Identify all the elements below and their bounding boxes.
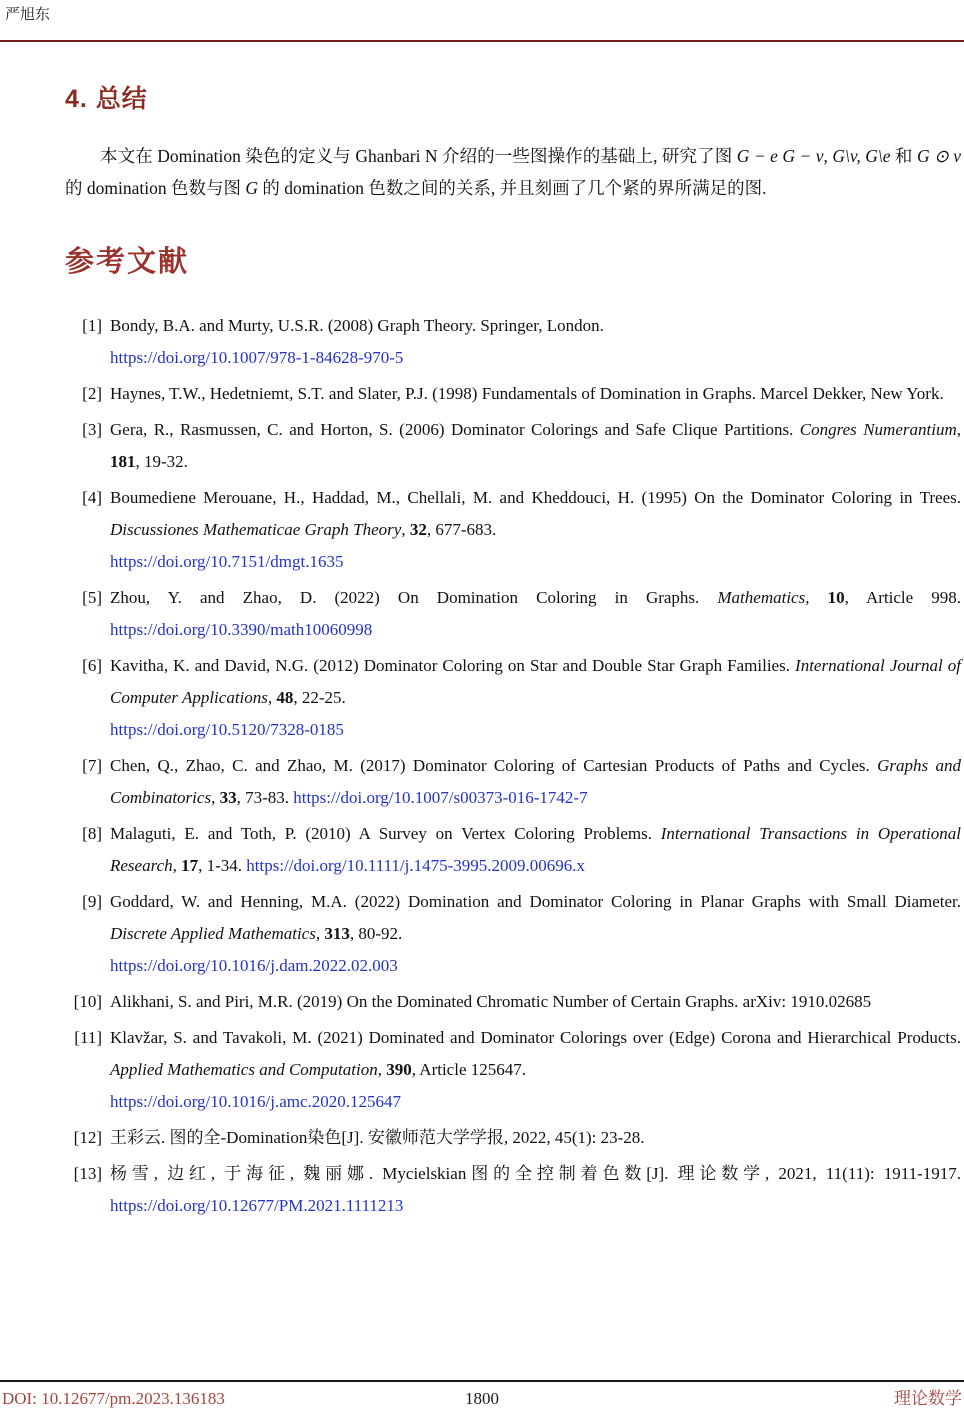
reference-item <box>65 1122 961 1154</box>
text-run: Boumediene Merouane, H., Haddad, M., Chellali, M. and Kheddouci, H. (1995) On the Dominator Coloring in Trees. <box>110 488 961 507</box>
reference-content <box>110 482 961 578</box>
text-run: 杨雪, 边红, 于海征, 魏丽娜. Mycielskian图的全控制着色数[J]. 理论数学, 2021, 11(11): 1911-1917. <box>110 1164 961 1183</box>
volume-number: 17 <box>181 856 199 875</box>
reference-item <box>65 378 961 410</box>
page-footer <box>0 1380 964 1414</box>
journal-name: Mathematics <box>717 588 806 607</box>
doi-link[interactable]: https://doi.org/10.12677/PM.2021.1111213 <box>110 1196 404 1215</box>
text-run: , <box>172 856 182 875</box>
journal-name: International Journal of Computer Applications <box>110 656 961 707</box>
doi-link[interactable]: https://doi.org/10.5120/7328-0185 <box>110 720 344 739</box>
journal-name: Congres Numerantium <box>799 420 957 439</box>
reference-label: [8] <box>82 824 102 843</box>
reference-item <box>65 818 961 882</box>
text-run: , <box>211 788 220 807</box>
reference-content <box>110 886 961 982</box>
text-run: , Article 125647. <box>411 1060 526 1079</box>
running-head-author: 严旭东 <box>5 7 51 23</box>
text-run: , <box>401 520 410 539</box>
volume-number: 10 <box>827 588 845 607</box>
reference-content <box>110 818 961 882</box>
text-run: , 19-32. <box>135 452 188 471</box>
summary-paragraph <box>65 140 961 204</box>
reference-content <box>110 1158 961 1222</box>
reference-content <box>110 414 961 478</box>
reference-item <box>65 1022 961 1118</box>
reference-item <box>65 650 961 746</box>
text-run: Chen, Q., Zhao, C. and Zhao, M. (2017) Dominator Coloring of Cartesian Products of Paths and Cycles. <box>110 756 878 775</box>
reference-label: [10] <box>73 992 102 1011</box>
reference-item <box>65 482 961 578</box>
text-run: Alikhani, S. and Piri, M.R. (2019) On the Dominated Chromatic Number of Certain Graphs. arXiv: 1910.02685 <box>110 992 872 1011</box>
math-expression: G − e <box>736 146 778 166</box>
volume-number: 32 <box>409 520 427 539</box>
text-run: Zhou, Y. and Zhao, D. (2022) On Domination Coloring in Graphs. <box>110 588 718 607</box>
reference-label: [3] <box>82 420 102 439</box>
volume-number: 48 <box>276 688 294 707</box>
reference-content <box>110 378 961 410</box>
reference-item <box>65 310 961 374</box>
text-run: Malaguti, E. and Toth, P. (2010) A Survey on Vertex Coloring Problems. <box>110 824 661 843</box>
text-run: , 80-92. <box>349 924 403 943</box>
volume-number: 181 <box>110 452 136 471</box>
text-run: Gera, R., Rasmussen, C. and Horton, S. (2006) Dominator Colorings and Safe Clique Partitions. <box>110 420 800 439</box>
reference-content <box>110 650 961 746</box>
text-run: Bondy, B.A. and Murty, U.S.R. (2008) Graph Theory. Springer, London. <box>110 316 604 335</box>
text-run: , <box>267 688 277 707</box>
text-run: 本文在 Domination 染色的定义与 Ghanbari N 介绍的一些图操作的基础上, 研究了图 <box>100 146 737 166</box>
reference-label: [5] <box>82 588 102 607</box>
volume-number: 313 <box>324 924 350 943</box>
doi-link[interactable]: https://doi.org/10.1016/j.dam.2022.02.003 <box>110 956 398 975</box>
text-run: Kavitha, K. and David, N.G. (2012) Dominator Coloring on Star and Double Star Graph Families. <box>110 656 796 675</box>
doi-link[interactable]: https://doi.org/10.1016/j.amc.2020.125647 <box>110 1092 402 1111</box>
reference-item <box>65 582 961 646</box>
math-expression: G <box>245 178 258 198</box>
footer-doi: DOI: 10.12677/pm.2023.136183 <box>2 1389 225 1408</box>
reference-content <box>110 1122 961 1154</box>
math-expression: G ⊙ v <box>917 146 962 166</box>
reference-item <box>65 986 961 1018</box>
journal-name: International Transactions in Operational Research <box>110 824 961 875</box>
text-run: , 73-83. <box>236 788 294 807</box>
journal-name: Graphs and Combinatorics <box>110 756 961 807</box>
text-run: 王彩云. 图的全-Domination染色[J]. 安徽师范大学学报, 2022, 45(1): 23-28. <box>110 1128 645 1147</box>
header-rule <box>0 40 964 42</box>
text-run: 的 domination 色数与图 <box>65 178 246 198</box>
text-run: , <box>823 146 833 166</box>
journal-name: Discussiones Mathematicae Graph Theory <box>110 520 402 539</box>
text-run: Goddard, W. and Henning, M.A. (2022) Domination and Dominator Coloring in Planar Graphs with Small Diameter. <box>110 892 961 911</box>
reference-label: [1] <box>82 316 102 335</box>
text-run: , <box>315 924 325 943</box>
doi-link[interactable]: https://doi.org/10.7151/dmgt.1635 <box>110 552 344 571</box>
reference-item <box>65 1158 961 1222</box>
text-run: 和 <box>890 146 917 166</box>
reference-label: [4] <box>82 488 102 507</box>
reference-label: [6] <box>82 656 102 675</box>
references-list <box>65 310 961 1222</box>
page-header <box>0 0 964 42</box>
text-run: , 677-683. <box>426 520 497 539</box>
reference-item <box>65 886 961 982</box>
text-run: , 22-25. <box>293 688 346 707</box>
reference-label: [2] <box>82 384 102 403</box>
reference-item <box>65 414 961 478</box>
math-expression: G − v <box>782 146 824 166</box>
text-run: Klavžar, S. and Tavakoli, M. (2021) Dominated and Dominator Colorings over (Edge) Corona and Hierarchical Products. <box>110 1028 961 1047</box>
volume-number: 390 <box>386 1060 412 1079</box>
math-expression: G\v, G\e <box>832 146 891 166</box>
reference-label: [13] <box>73 1164 102 1183</box>
volume-number: 33 <box>219 788 237 807</box>
text-run: , Article 998. <box>844 588 961 607</box>
text-run: , <box>956 420 961 439</box>
doi-link[interactable]: https://doi.org/10.1007/978-1-84628-970-5 <box>110 348 404 367</box>
text-run: 的 domination 色数之间的关系, 并且刻画了几个紧的界所满足的图. <box>257 178 767 198</box>
text-run: , 1-34. <box>198 856 247 875</box>
reference-label: [11] <box>74 1028 102 1047</box>
reference-content <box>110 1022 961 1118</box>
text-run: Haynes, T.W., Hedetniemt, S.T. and Slater, P.J. (1998) Fundamentals of Domination in Graphs. Marcel Dekker, New York. <box>110 384 944 403</box>
doi-link[interactable]: https://doi.org/10.1111/j.1475-3995.2009.00696.x <box>246 856 586 875</box>
reference-label: [12] <box>73 1128 102 1147</box>
reference-content <box>110 582 961 646</box>
reference-label: [9] <box>82 892 102 911</box>
footer-journal: 理论数学 <box>894 1389 962 1408</box>
section-heading: 4. 总结 <box>65 85 148 113</box>
journal-name: Discrete Applied Mathematics <box>110 924 316 943</box>
reference-item <box>65 750 961 814</box>
reference-content <box>110 986 961 1018</box>
doi-link[interactable]: https://doi.org/10.3390/math10060998 <box>110 620 373 639</box>
reference-content <box>110 310 961 374</box>
page-number: 1800 <box>465 1389 499 1408</box>
journal-name: Applied Mathematics and Computation <box>110 1060 378 1079</box>
text-run: , <box>805 588 828 607</box>
footer-row <box>0 1382 964 1414</box>
page-body <box>0 84 964 1222</box>
text-run: , <box>377 1060 387 1079</box>
reference-label: [7] <box>82 756 102 775</box>
reference-content <box>110 750 961 814</box>
references-heading: 参考文献 <box>65 246 190 278</box>
doi-link[interactable]: https://doi.org/10.1007/s00373-016-1742-7 <box>293 788 588 807</box>
